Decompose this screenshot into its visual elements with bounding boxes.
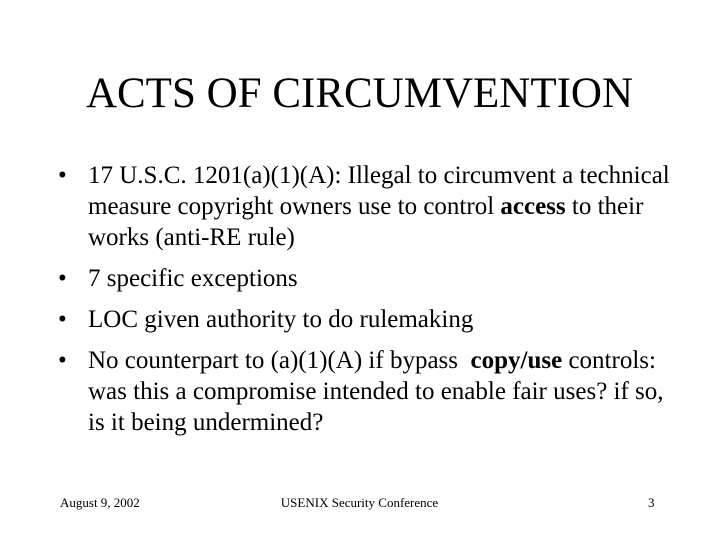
- bullet-list: [58, 160, 678, 448]
- bullet-item-3: [58, 304, 678, 335]
- bullet-bold-text: access: [500, 193, 566, 220]
- bullet-text: controls: was this a compromise intended to enable fair uses? if so, is it being undermined?: [88, 347, 670, 436]
- footer-conference: USENIX Security Conference: [280, 495, 439, 510]
- bullet-item-4: [58, 345, 678, 438]
- bullet-text: No counterpart to (a)(1)(A) if bypass: [88, 347, 471, 374]
- bullet-icon: •: [58, 347, 67, 374]
- bullet-icon: •: [58, 306, 67, 333]
- slide-title: ACTS OF CIRCUMVENTION: [85, 70, 634, 117]
- bullet-text: to their works (anti-RE rule): [88, 193, 644, 251]
- bullet-icon: •: [58, 265, 67, 292]
- bullet-bold-text: copy/use: [470, 347, 563, 374]
- bullet-text: 7 specific exceptions: [88, 265, 298, 292]
- bullet-item-1: [58, 160, 678, 253]
- bullet-icon: •: [58, 162, 67, 189]
- bullet-text: LOC given authority to do rulemaking: [88, 306, 474, 333]
- footer-date: August 9, 2002: [60, 495, 140, 510]
- bullet-item-2: [58, 263, 678, 294]
- bullet-text: 17 U.S.C. 1201(a)(1)(A): Illegal to circumvent a technical measure copyright owners use to control: [88, 162, 670, 220]
- footer-page-number: 3: [648, 495, 655, 510]
